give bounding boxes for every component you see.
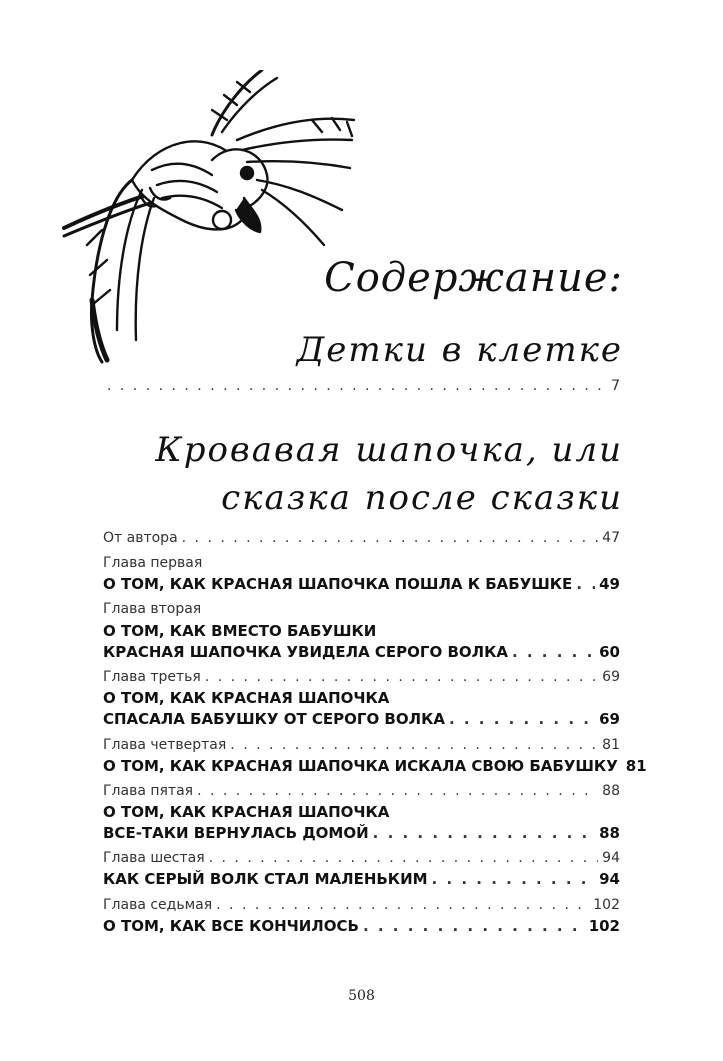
leader-dots	[576, 575, 595, 593]
toc-page: 7	[611, 378, 620, 394]
toc-label: О ТОМ, КАК КРАСНАЯ ШАПОЧКА ПОШЛА К БАБУШКЕ	[103, 575, 573, 593]
leader-dots	[197, 783, 598, 799]
toc-entry-chapter-7-label[interactable]	[103, 897, 620, 913]
toc-entry-author[interactable]	[103, 530, 620, 546]
leader-dots	[107, 378, 607, 394]
toc-label: Глава пятая	[103, 783, 194, 799]
toc-label: ВСЕ-ТАКИ ВЕРНУЛАСЬ ДОМОЙ	[103, 824, 369, 842]
toc-page: 81	[625, 757, 647, 775]
leader-dots	[363, 917, 585, 935]
leader-dots	[216, 897, 589, 913]
toc-page: 81	[602, 737, 620, 753]
toc-page: 102	[588, 917, 620, 935]
toc-page: 88	[602, 783, 620, 799]
toc-label: Глава седьмая	[103, 897, 213, 913]
toc-entry-chapter-5[interactable]	[103, 824, 620, 842]
chapter-label: Глава вторая	[103, 601, 202, 617]
toc-entry-chapter-7[interactable]	[103, 917, 620, 935]
leader-dots	[209, 850, 599, 866]
toc-entry-section1[interactable]	[103, 378, 620, 394]
toc-label: О ТОМ, КАК КРАСНАЯ ШАПОЧКА ИСКАЛА СВОЮ БАБУШКУ	[103, 757, 618, 775]
toc-page: 49	[599, 575, 620, 593]
chapter-title-line: О ТОМ, КАК ВМЕСТО БАБУШКИ	[103, 622, 377, 640]
toc-entry-chapter-6[interactable]	[103, 870, 620, 888]
leader-dots	[432, 870, 596, 888]
toc-label: Глава шестая	[103, 850, 205, 866]
toc-label: КАК СЕРЫЙ ВОЛК СТАЛ МАЛЕНЬКИМ	[103, 870, 428, 888]
section-title-detki: Детки в клетке	[296, 330, 623, 370]
toc-entry-chapter-4-label[interactable]	[103, 737, 620, 753]
toc-entry-chapter-3-label[interactable]	[103, 669, 620, 685]
section-title-krovavaya-line2: сказка после сказки	[221, 478, 623, 518]
toc-page: 60	[599, 643, 620, 661]
toc-page: 69	[602, 669, 620, 685]
toc-label: Глава четвертая	[103, 737, 227, 753]
toc-page: 47	[602, 530, 620, 546]
section-title-krovavaya-line1: Кровавая шапочка, или	[155, 430, 623, 470]
leader-dots	[230, 737, 598, 753]
toc-entry-chapter-6-label[interactable]	[103, 850, 620, 866]
toc-entry-chapter-4[interactable]	[103, 757, 647, 775]
toc-page: 88	[599, 824, 620, 842]
toc-page: 94	[599, 870, 620, 888]
toc-entry-chapter-2[interactable]	[103, 643, 620, 661]
leader-dots	[512, 643, 595, 661]
toc-label: КРАСНАЯ ШАПОЧКА УВИДЕЛА СЕРОГО ВОЛКА	[103, 643, 508, 661]
toc-label: Глава третья	[103, 669, 201, 685]
toc-entry-chapter-3[interactable]	[103, 710, 620, 728]
chapter-title-line: О ТОМ, КАК КРАСНАЯ ШАПОЧКА	[103, 689, 390, 707]
toc-page: 94	[602, 850, 620, 866]
toc-page: 69	[599, 710, 620, 728]
toc-entry-chapter-5-label[interactable]	[103, 783, 620, 799]
contents-heading: Содержание:	[324, 255, 623, 301]
leader-dots	[205, 669, 598, 685]
toc-label: О ТОМ, КАК ВСЕ КОНЧИЛОСЬ	[103, 917, 359, 935]
page-number: 508	[348, 988, 375, 1004]
toc-label: СПАСАЛА БАБУШКУ ОТ СЕРОГО ВОЛКА	[103, 710, 445, 728]
toc-page: 102	[593, 897, 620, 913]
leader-dots	[373, 824, 595, 842]
toc-label: От автора	[103, 530, 178, 546]
leader-dots	[182, 530, 599, 546]
chapter-title-line: О ТОМ, КАК КРАСНАЯ ШАПОЧКА	[103, 803, 390, 821]
chapter-label: Глава первая	[103, 555, 203, 571]
leader-dots	[449, 710, 595, 728]
toc-entry-chapter-1[interactable]	[103, 575, 620, 593]
parrot-illustration	[62, 70, 362, 370]
